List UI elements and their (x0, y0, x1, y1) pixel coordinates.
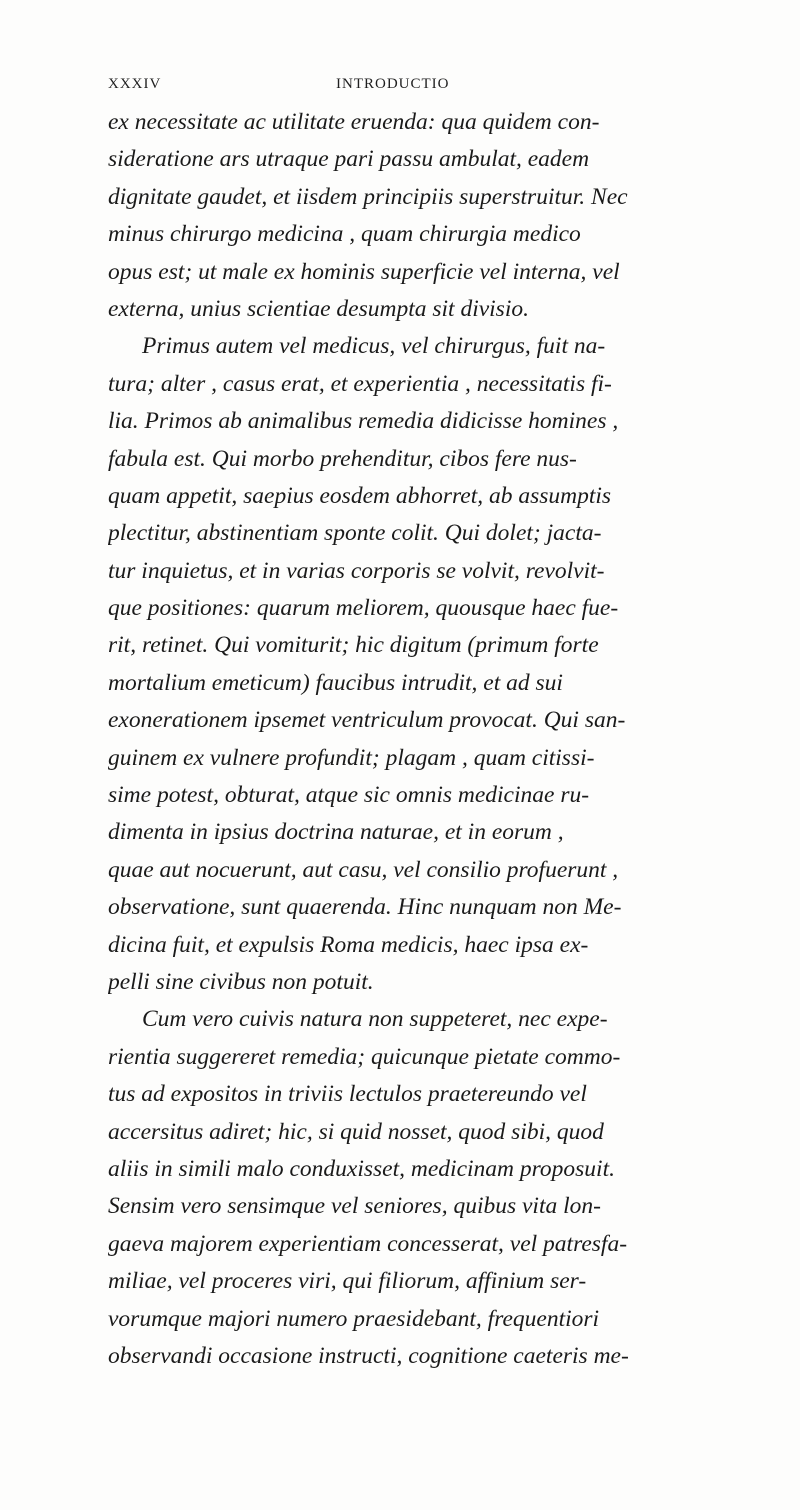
body-text (108, 104, 748, 1375)
text-line: aliis in simili malo conduxisset, medicinam proposuit. (108, 1155, 615, 1182)
text-line: accersitus adiret; hic, si quid nosset, quod sibi, quod (108, 1118, 604, 1145)
text-line: tus ad expositos in triviis lectulos praetereundo vel (108, 1081, 587, 1108)
text-line: observandi occasione instructi, cognitione caeteris me- (108, 1342, 629, 1369)
text-line: dicina fuit, et expulsis Roma medicis, haec ipsa ex- (108, 931, 589, 958)
text-line: quam appetit, saepius eosdem abhorret, ab assumptis (108, 482, 612, 509)
running-head (108, 76, 608, 100)
running-title: INTRODUCTIO (336, 76, 450, 92)
text-line: tur inquietus, et in varias corporis se volvit, revolvit- (108, 557, 605, 584)
text-line: mortalium emeticum) faucibus intrudit, et ad sui (108, 669, 563, 696)
text-line: exonerationem ipsemet ventriculum provocat. Qui san- (108, 707, 626, 734)
paragraph-start-line: Cum vero cuivis natura non suppeteret, nec expe- (142, 1006, 608, 1033)
text-line: fabula est. Qui morbo prehenditur, cibos fere nus- (108, 445, 577, 472)
text-line: que positiones: quarum meliorem, quousque haec fue- (108, 595, 619, 622)
text-line: gaeva majorem experientiam concesserat, vel patresfa- (108, 1230, 628, 1257)
text-line: minus chirurgo medicina , quam chirurgia medico (108, 221, 581, 248)
text-line: rit, retinet. Qui vomiturit; hic digitum (primum forte (108, 632, 599, 659)
text-line: vorumque majori numero praesidebant, frequentiori (108, 1305, 600, 1332)
text-line: rientia suggereret remedia; quicunque pietate commo- (108, 1043, 621, 1070)
text-line: quae aut nocuerunt, aut casu, vel consilio profuerunt , (108, 856, 619, 883)
text-line: ex necessitate ac utilitate eruenda: qua quidem con- (108, 109, 600, 135)
text-line: guinem ex vulnere profundit; plagam , quam citissi- (108, 744, 595, 771)
text-line: lia. Primos ab animalibus remedia didicisse homines , (108, 408, 619, 435)
text-line: plectitur, abstinentiam sponte colit. Qui dolet; jacta- (108, 520, 602, 547)
text-line: sime potest, obturat, atque sic omnis medicinae ru- (108, 782, 590, 809)
text-line: pelli sine civibus non potuit. (108, 968, 374, 995)
text-line: externa, unius scientiae desumpta sit divisio. (108, 295, 529, 322)
text-line: opus est; ut male ex hominis superficie vel interna, vel (108, 258, 620, 285)
text-line: dimenta in ipsius doctrina naturae, et in eorum , (108, 819, 564, 846)
text-line: observatione, sunt quaerenda. Hinc nunquam non Me- (108, 894, 622, 921)
text-line: sideratione ars utraque pari passu ambulat, eadem (108, 146, 590, 173)
paragraph-start-line: Primus autem vel medicus, vel chirurgus, fuit na- (142, 333, 606, 360)
text-line: tura; alter , casus erat, et experientia , necessitatis fi- (108, 370, 612, 397)
page-number: XXXIV (108, 76, 162, 92)
text-line: miliae, vel proceres viri, qui filiorum, affinium ser- (108, 1268, 587, 1295)
text-line: Sensim vero sensimque vel seniores, quibus vita lon- (108, 1193, 601, 1220)
text-line: dignitate gaudet, et iisdem principiis superstruitur. Nec (108, 183, 628, 210)
